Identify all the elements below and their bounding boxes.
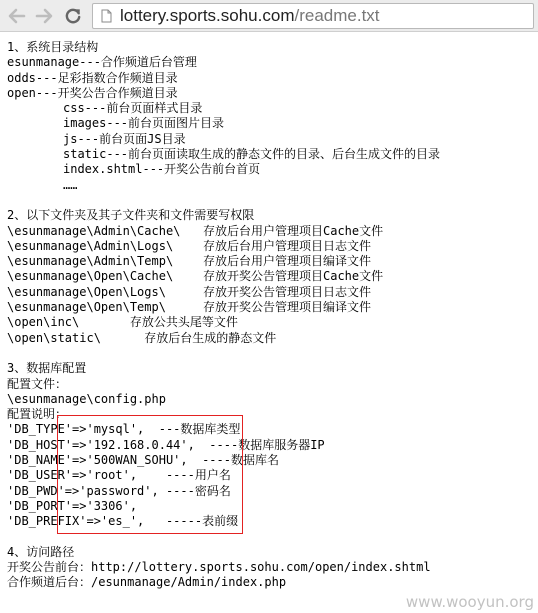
permission-row xyxy=(7,254,533,269)
back-button[interactable] xyxy=(6,5,28,27)
text-line: index.shtml---开奖公告前台首页 xyxy=(63,162,261,177)
config-line: 'DB_PORT'=>'3306', xyxy=(7,498,138,513)
blank-line xyxy=(7,193,533,208)
text-line: open---开奖公告合作频道目录 xyxy=(7,85,178,100)
permission-row xyxy=(7,300,533,315)
blank-line xyxy=(7,346,533,361)
text-line: esunmanage---合作频道后台管理 xyxy=(7,55,197,70)
readme-content xyxy=(7,40,533,591)
permission-row xyxy=(7,224,533,239)
reload-button[interactable] xyxy=(62,5,84,27)
forward-button[interactable] xyxy=(33,5,55,27)
page-icon xyxy=(101,9,112,23)
blank-line xyxy=(7,530,533,545)
permission-path: \esunmanage\Admin\Logs\ xyxy=(7,238,174,253)
config-line: 'DB_TYPE'=>'mysql', ---数据库类型 xyxy=(7,422,241,437)
text-line: css---前台页面样式目录 xyxy=(63,101,203,116)
text-line: static---前台页面读取生成的静态文件的目录、后台生成文件的目录 xyxy=(63,147,441,162)
permission-desc: 存放开奖公告管理项目编译文件 xyxy=(203,300,372,315)
section-2-title: 2、以下文件夹及其子文件夹和文件需要写权限 xyxy=(7,208,255,223)
text-line: 配置说明： xyxy=(7,407,68,422)
config-line: 'DB_USER'=>'root', ----用户名 xyxy=(7,468,231,483)
permission-path: \esunmanage\Open\Logs\ xyxy=(7,284,166,299)
permission-desc: 存放后台用户管理项目Cache文件 xyxy=(203,223,384,238)
text-line: \open\inc\ 存放公共头尾等文件 xyxy=(7,315,238,330)
arrow-left-icon xyxy=(8,8,26,24)
permission-desc: 存放后台用户管理项目日志文件 xyxy=(203,238,372,253)
config-line: 'DB_HOST'=>'192.168.0.44', ----数据库服务器IP xyxy=(7,437,325,452)
browser-toolbar xyxy=(0,0,538,32)
text-line: 合作频道后台：/esunmanage/Admin/index.php xyxy=(7,575,287,590)
arrow-right-icon xyxy=(35,8,53,24)
text-line: images---前台页面图片目录 xyxy=(63,116,225,131)
permission-path: \esunmanage\Admin\Cache\ xyxy=(7,223,181,238)
section-3-title: 3、数据库配置 xyxy=(7,361,87,376)
address-bar[interactable] xyxy=(92,3,534,29)
permission-row xyxy=(7,285,533,300)
text-line: 配置文件： xyxy=(7,376,68,391)
text-line: js---前台页面JS目录 xyxy=(63,131,186,146)
permission-desc: 存放开奖公告管理项目日志文件 xyxy=(203,284,372,299)
permission-row xyxy=(7,269,533,284)
text-line: \esunmanage\config.php xyxy=(7,391,166,406)
text-line: …… xyxy=(63,177,78,192)
text-line: 开奖公告前台：http://lottery.sports.sohu.com/open/index.shtml xyxy=(7,560,431,575)
config-line: 'DB_PREFIX'=>'es_', -----表前缀 xyxy=(7,514,239,529)
section-1-title: 1、系统目录结构 xyxy=(7,40,99,54)
permission-desc: 存放后台用户管理项目编译文件 xyxy=(203,254,372,269)
url-text[interactable] xyxy=(120,6,380,26)
watermark: www.wooyun.org xyxy=(405,593,534,611)
permission-desc: 存放开奖公告管理项目Cache文件 xyxy=(203,269,384,284)
permission-path: \esunmanage\Open\Temp\ xyxy=(7,300,166,315)
config-line: 'DB_PWD'=>'password', ----密码名 xyxy=(7,483,231,498)
text-line: odds---足彩指数合作频道目录 xyxy=(7,70,178,85)
permission-path: \esunmanage\Admin\Temp\ xyxy=(7,254,174,269)
permission-path: \esunmanage\Open\Cache\ xyxy=(7,269,174,284)
url-path: /readme.txt xyxy=(294,6,380,25)
config-line: 'DB_NAME'=>'500WAN_SOHU', ----数据库名 xyxy=(7,453,279,468)
reload-icon xyxy=(64,7,82,25)
text-line: \open\static\ 存放后台生成的静态文件 xyxy=(7,330,277,345)
permission-row xyxy=(7,239,533,254)
section-4-title: 4、访问路径 xyxy=(7,544,75,559)
url-host: lottery.sports.sohu.com xyxy=(120,6,295,25)
